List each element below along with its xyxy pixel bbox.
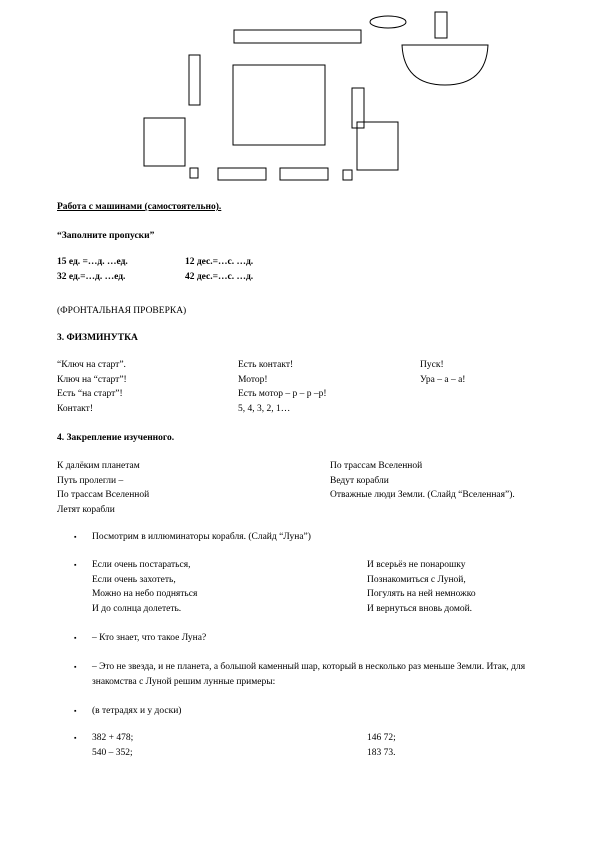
poem-line: Познакомиться с Луной, — [367, 574, 466, 585]
bullet-marker: ▪ — [74, 634, 77, 642]
bullet-marker: ▪ — [74, 663, 77, 671]
heading-work: Работа с машинами (самостоятельно). — [57, 202, 222, 212]
phys-line: Ура – а – а! — [420, 374, 466, 385]
poem-line: Путь пролегли – — [57, 475, 124, 486]
diagram-center-square — [233, 65, 325, 145]
poem-left — [57, 459, 149, 517]
example-item: 382 + 478; — [92, 733, 134, 743]
exercise-item: 15 ед. =…д. …ед. — [57, 257, 128, 267]
phys-col-1 — [57, 358, 127, 416]
poem-line: Погулять на ней немножко — [367, 589, 476, 599]
examples-right — [367, 731, 396, 760]
diagram-small-rect — [435, 12, 447, 38]
poem-line: Ведут корабли — [330, 475, 389, 486]
poem-line: По трассам Вселенной — [57, 490, 150, 500]
diagram-right-desk — [357, 122, 398, 170]
phys-line: Есть контакт! — [238, 360, 294, 370]
phys-col-2 — [238, 358, 327, 416]
diagram-board — [234, 30, 361, 43]
phys-line: Пуск! — [420, 360, 444, 370]
phys-line: Мотор! — [238, 374, 268, 385]
phys-line: “Ключ на старт”. — [57, 360, 126, 370]
poem-line: И вернуться вновь домой. — [367, 603, 473, 614]
exercise-item: 32 ед.=…д. …ед. — [57, 271, 126, 282]
poem-line: По трассам Вселенной — [330, 461, 423, 471]
diagram-left-bar — [189, 55, 200, 105]
example-item: 146 72; — [367, 733, 396, 743]
poem-line: Отважные люди Земли. (Слайд “Вселенная”). — [330, 490, 515, 500]
diagram-table-shape — [402, 45, 488, 85]
poem-line: Если очень захотеть, — [92, 574, 176, 585]
exercise-item: 42 дес.=…с. …д. — [185, 271, 254, 282]
phys-line: 5, 4, 3, 2, 1… — [238, 403, 291, 414]
diagram-left-tile — [190, 168, 198, 178]
poem-line: И до солнца долететь. — [92, 603, 182, 614]
example-item: 183 73. — [367, 747, 396, 758]
bullet-moon-slide: Посмотрим в иллюминаторы корабля. (Слайд “Луна”) — [92, 532, 311, 542]
diagram-bottom-left — [218, 168, 266, 180]
bullet-moon-explanation: – Это не звезда, и не планета, а большой каменный шар, который в несколько раз меньше Земли. Итак, для знакомства с Луной решим лунные примеры: — [92, 662, 526, 687]
bullet-marker: ▪ — [74, 734, 77, 742]
diagram-right-tile — [343, 170, 352, 180]
poem-right — [330, 459, 515, 503]
moon-poem-right — [367, 558, 476, 616]
bullet-marker: ▪ — [74, 533, 77, 541]
classroom-layout-diagram — [0, 0, 595, 200]
poem-line: Можно на небо подняться — [92, 589, 198, 599]
moon-poem-left — [92, 558, 197, 616]
heading-physminute: 3. ФИЗМИНУТКА — [57, 333, 138, 343]
bullet-notebooks: (в тетрадях и у доски) — [92, 706, 182, 716]
phys-line: Ключ на “старт”! — [57, 374, 127, 385]
diagram-bottom-mid — [280, 168, 328, 180]
bullet-question: – Кто знает, что такое Луна? — [92, 633, 207, 643]
poem-line: И всерьёз не понарошку — [367, 560, 466, 570]
phys-line: Есть мотор – р – р –р! — [238, 389, 327, 399]
phys-line: Контакт! — [57, 403, 93, 414]
example-item: 540 – 352; — [92, 747, 133, 758]
diagram-oval — [370, 16, 406, 28]
poem-line: К далёким планетам — [57, 461, 140, 471]
phys-col-3 — [420, 358, 465, 387]
examples-left — [92, 731, 133, 760]
bullet-marker: ▪ — [74, 561, 77, 569]
exercises-left — [57, 255, 128, 284]
exercises-right — [185, 255, 253, 284]
poem-line: Если очень постараться, — [92, 560, 191, 570]
bullet-marker: ▪ — [74, 707, 77, 715]
frontal-check: (ФРОНТАЛЬНАЯ ПРОВЕРКА) — [57, 306, 187, 316]
heading-fill: “Заполните пропуски” — [57, 231, 155, 241]
phys-line: Есть “на старт”! — [57, 389, 123, 399]
diagram-left-desk — [144, 118, 185, 166]
poem-line: Летят корабли — [57, 504, 115, 515]
exercise-item: 12 дес.=…с. …д. — [185, 257, 254, 267]
heading-consolidation: 4. Закрепление изученного. — [57, 433, 175, 443]
